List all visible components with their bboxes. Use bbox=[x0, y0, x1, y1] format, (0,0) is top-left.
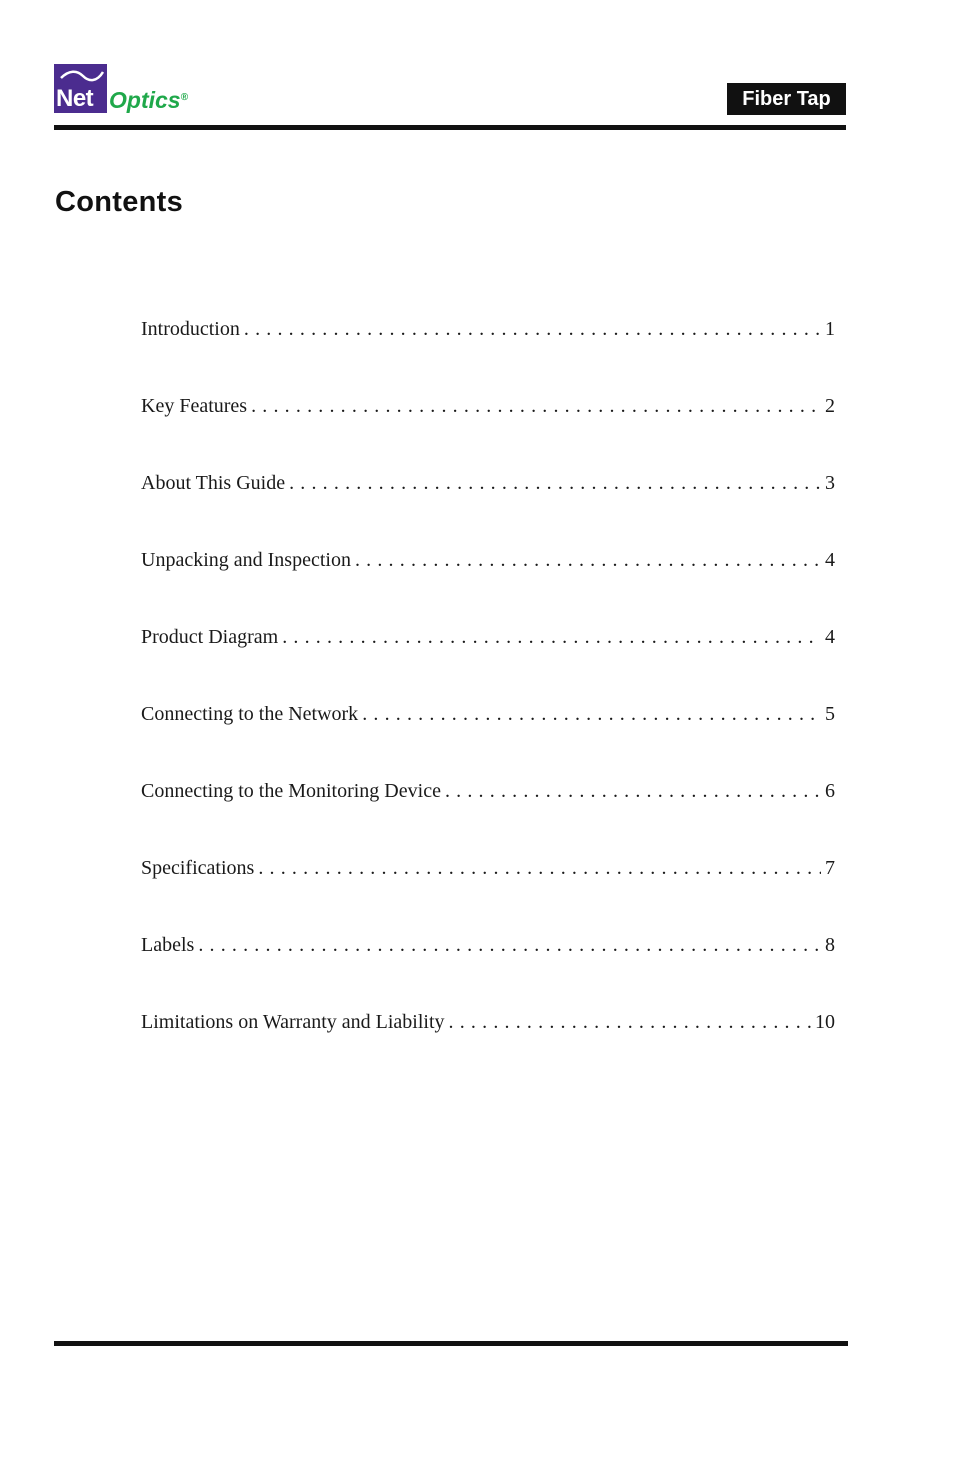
toc-entry-product-diagram[interactable] bbox=[141, 622, 835, 699]
toc-entry-page: 4 bbox=[825, 549, 835, 571]
toc-entry-title: About This Guide bbox=[141, 472, 286, 494]
dot-leader bbox=[289, 468, 821, 498]
toc-entry-title: Limitations on Warranty and Liability bbox=[141, 1011, 445, 1033]
toc-entry-page: 1 bbox=[825, 318, 835, 340]
dot-leader bbox=[355, 545, 821, 575]
logo-net-text: Net bbox=[56, 85, 94, 112]
toc-entry-introduction[interactable] bbox=[141, 314, 835, 391]
toc-entry-title: Specifications bbox=[141, 857, 255, 879]
toc-entry-connecting-to-the-network[interactable] bbox=[141, 699, 835, 776]
toc-entry-page: 10 bbox=[815, 1011, 835, 1033]
wave-icon bbox=[57, 66, 105, 86]
toc-entry-title: Introduction bbox=[141, 318, 240, 340]
dot-leader bbox=[251, 391, 821, 421]
dot-leader bbox=[244, 314, 821, 344]
footer-rule bbox=[54, 1341, 848, 1346]
dot-leader bbox=[198, 930, 821, 960]
toc-entry-title: Connecting to the Network bbox=[141, 703, 359, 725]
toc-entry-page: 8 bbox=[825, 934, 835, 956]
toc-entry-title: Connecting to the Monitoring Device bbox=[141, 780, 441, 802]
dot-leader bbox=[449, 1007, 811, 1037]
toc-entry-unpacking-and-inspection[interactable] bbox=[141, 545, 835, 622]
registered-mark: ® bbox=[180, 92, 188, 103]
table-of-contents bbox=[141, 314, 835, 1084]
toc-entry-page: 5 bbox=[825, 703, 835, 725]
logo-box bbox=[54, 64, 107, 113]
toc-entry-page: 3 bbox=[825, 472, 835, 494]
logo-optics-text: Optics® bbox=[109, 87, 188, 113]
toc-entry-page: 2 bbox=[825, 395, 835, 417]
toc-entry-page: 4 bbox=[825, 626, 835, 648]
dot-leader bbox=[445, 776, 821, 806]
toc-entry-about-this-guide[interactable] bbox=[141, 468, 835, 545]
toc-entry-labels[interactable] bbox=[141, 930, 835, 1007]
toc-entry-page: 7 bbox=[825, 857, 835, 879]
toc-entry-page: 6 bbox=[825, 780, 835, 802]
toc-entry-specifications[interactable] bbox=[141, 853, 835, 930]
toc-entry-connecting-to-the-monitoring-device[interactable] bbox=[141, 776, 835, 853]
dot-leader bbox=[362, 699, 821, 729]
toc-entry-title: Unpacking and Inspection bbox=[141, 549, 351, 571]
product-name-badge: Fiber Tap bbox=[727, 83, 846, 115]
netoptics-logo bbox=[54, 64, 214, 116]
dot-leader bbox=[258, 853, 821, 883]
toc-entry-title: Product Diagram bbox=[141, 626, 279, 648]
header-rule bbox=[54, 125, 846, 130]
toc-entry-limitations-on-warranty-and-liability[interactable] bbox=[141, 1007, 835, 1084]
dot-leader bbox=[282, 622, 821, 652]
toc-entry-title: Key Features bbox=[141, 395, 248, 417]
toc-entry-title: Labels bbox=[141, 934, 195, 956]
toc-entry-key-features[interactable] bbox=[141, 391, 835, 468]
page-title: Contents bbox=[55, 186, 184, 218]
